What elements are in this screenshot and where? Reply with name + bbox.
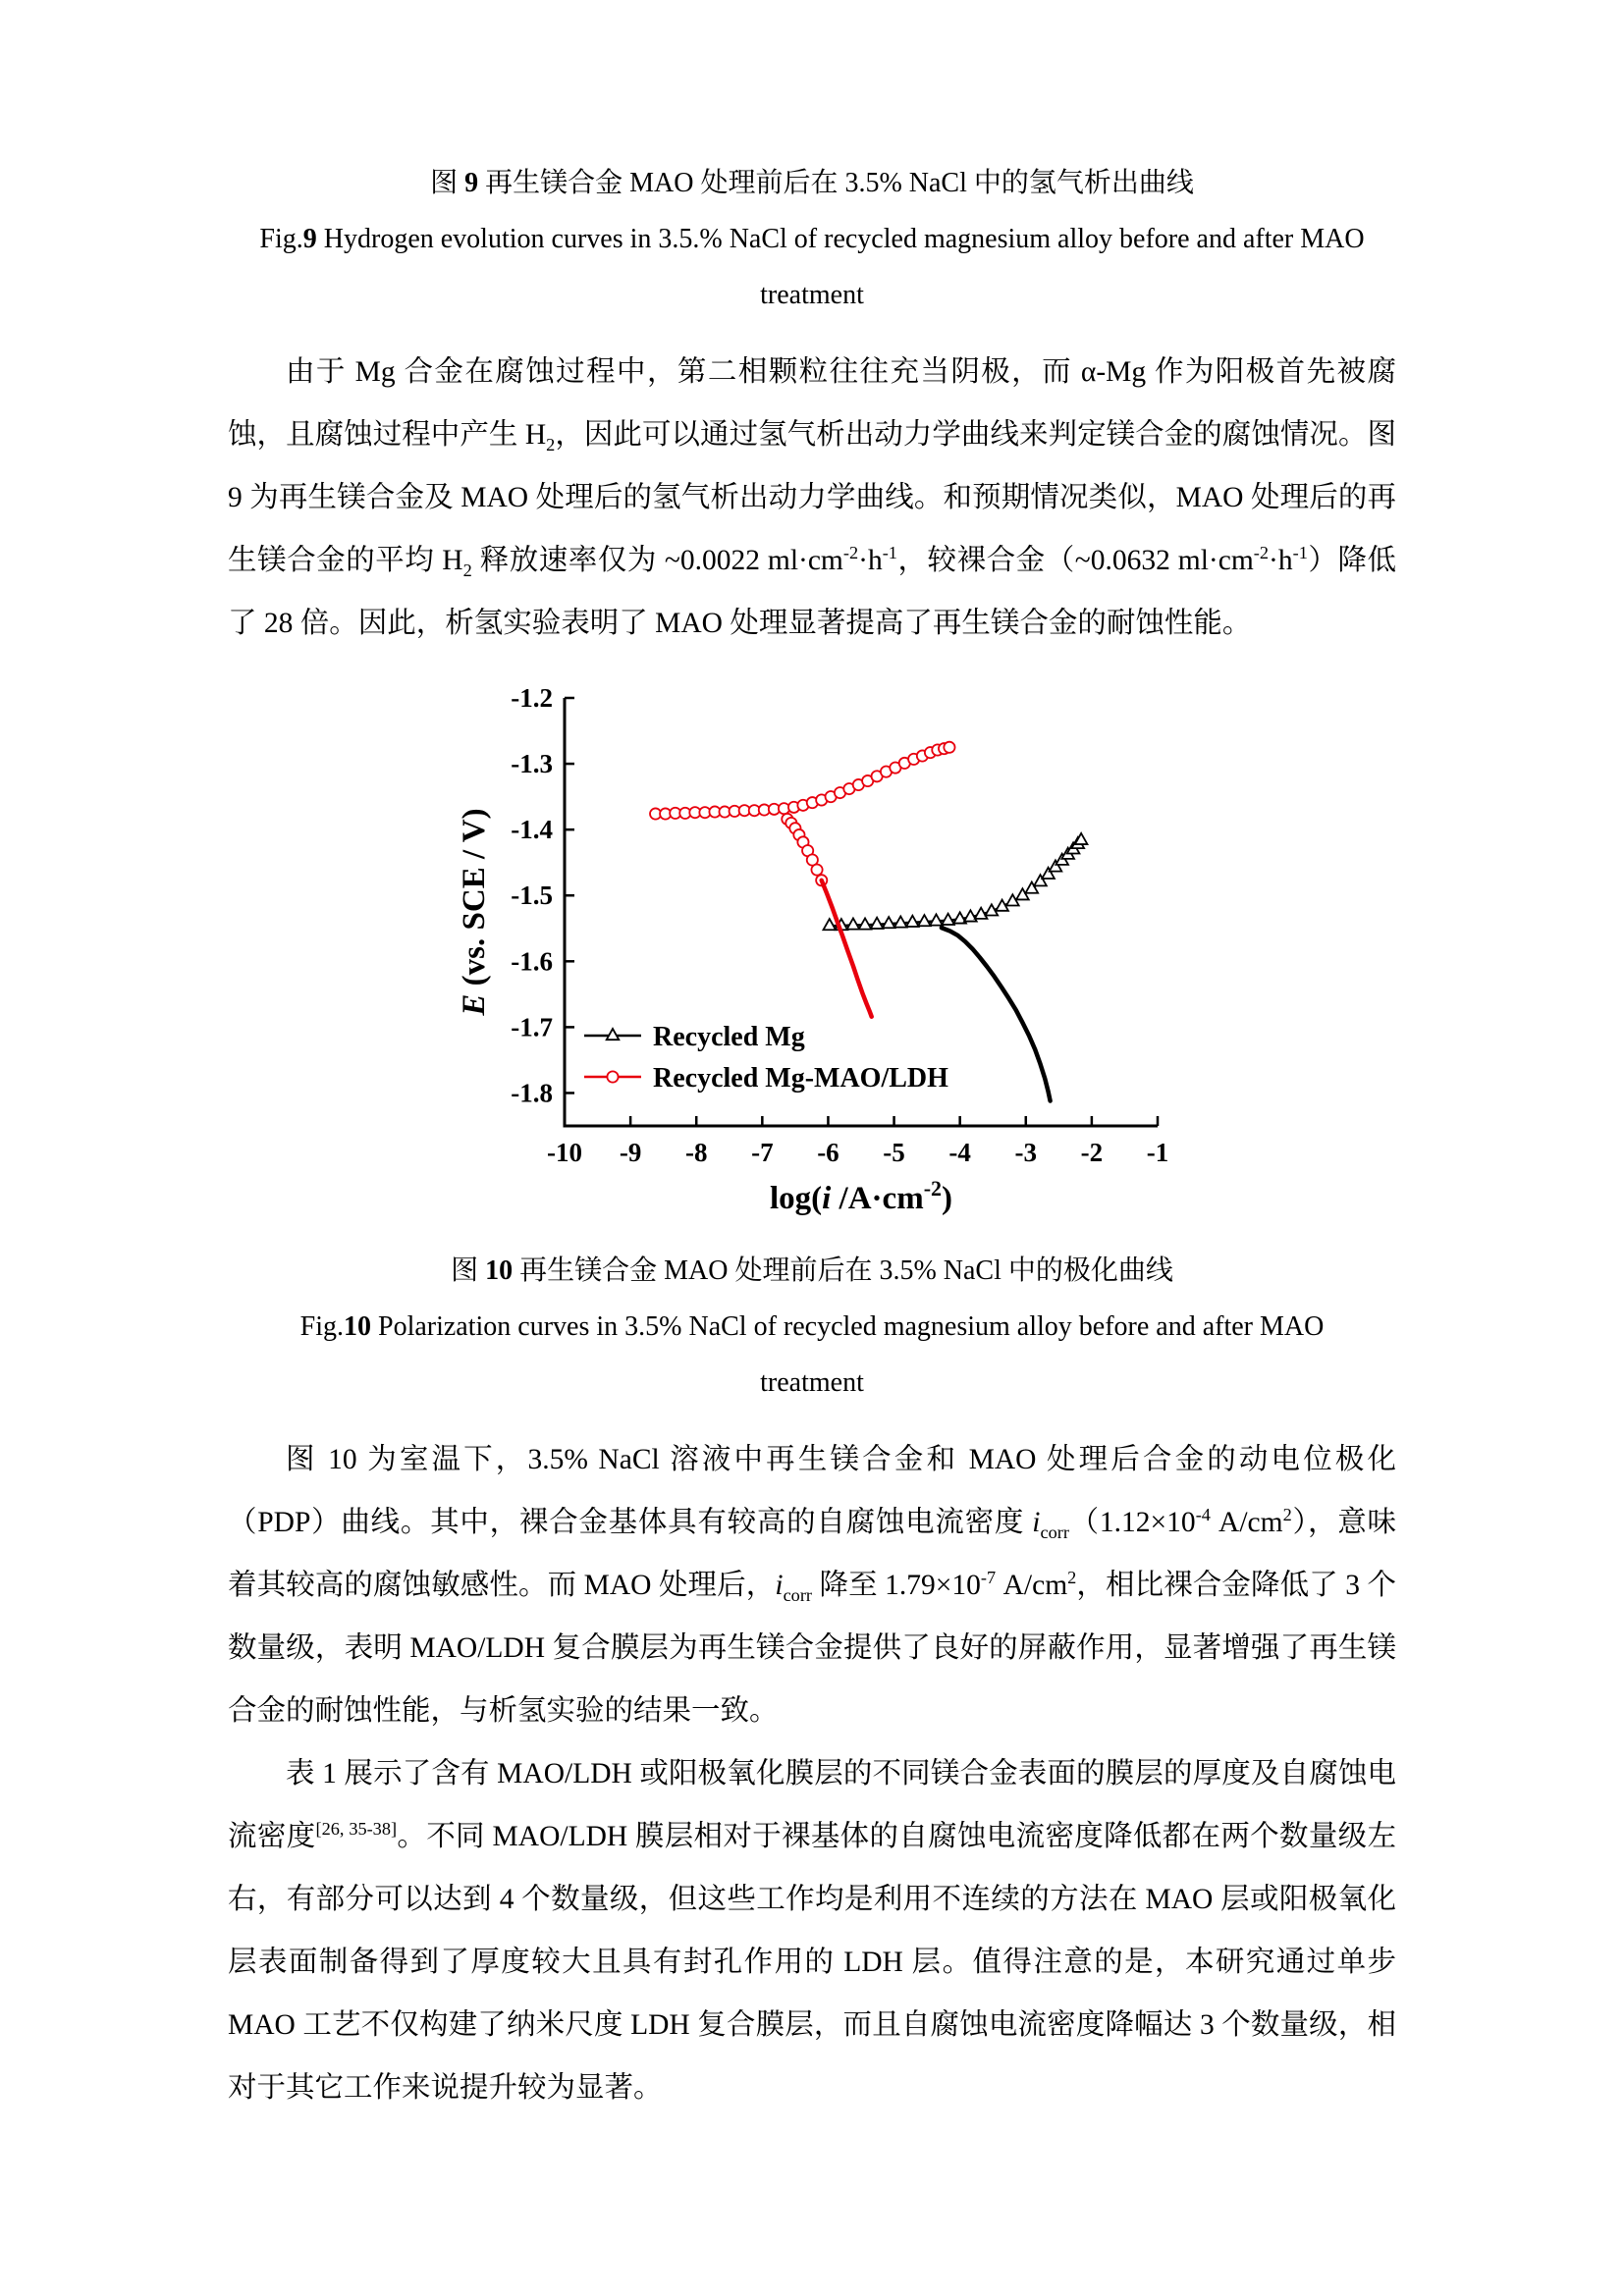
x-tick-label: -3 — [1014, 1138, 1038, 1167]
triangle-marker — [607, 1029, 620, 1040]
y-tick-label: -1.7 — [511, 1012, 553, 1042]
x-tick-label: -5 — [883, 1138, 905, 1167]
x-tick-label: -10 — [547, 1138, 582, 1167]
y-tick-label: -1.5 — [511, 881, 553, 911]
chart-axes — [565, 698, 1158, 1126]
x-tick-label: -9 — [619, 1138, 642, 1167]
figure10-caption-en: Fig.10 Polarization curves in 3.5% NaCl of recycled magnesium alloy before and after MAO — [299, 1311, 1325, 1342]
paragraph-hydrogen-evolution: 由于 Mg 合金在腐蚀过程中，第二相颗粒往往充当阴极，而 α-Mg 作为阳极首先被腐蚀，且腐蚀过程中产生 $H_2$，因此可以通过氢气析出动力学曲线来判定镁合金的腐蚀情况。图 9 为再生镁合金及 MAO 处理后的氢气析出动力学曲线。和预期情况类似，MAO 处理后的再生镁合金的平均 $H_2$ 释放速率仅为 ~0.0022 $ml\cdot cm^{-2}\cdot h^{-1}$，较裸合金（~0.0632 $ml\cdot cm^{-2}\cdot h^{-1}$）降低了 28 倍。因此，析氢实验表明了 MAO 处理显著提高了再生镁合金的耐蚀性能。 — [228, 356, 1396, 639]
figure9-caption-zh: 图 9 再生镁合金 MAO 处理前后在 3.5% NaCl 中的氢气析出曲线 — [430, 168, 1194, 198]
paragraph-pdp-discussion: 图 10 为室温下，3.5% NaCl 溶液中再生镁合金和 MAO 处理后合金的动电位极化（PDP）曲线。其中，裸合金基体具有较高的自腐蚀电流密度 $i_{corr}(1.12\times 10^{-4}$ $A/cm^2$），意味着其较高的腐蚀敏感性。而 MAO 处理后，$i_{corr}$ 降至 $1.79\times 10^{-7}$ $A/cm^2$，相比裸合金降低了 3 个数量级，表明 MAO/LDH 复合膜层为再生镁合金提供了良好的屏蔽作用，显著增强了再生镁合金的耐蚀性能，与析氢实验的结果一致。 — [228, 1444, 1396, 1727]
polarization-chart-svg — [449, 682, 1175, 1232]
triangle-marker — [847, 918, 860, 929]
y-tick-label: -1.6 — [511, 946, 553, 977]
chart-legend — [584, 1022, 948, 1094]
figure9-caption — [228, 155, 1396, 323]
x-tick-label: -2 — [1080, 1138, 1104, 1167]
figure10-caption — [228, 1243, 1396, 1411]
figure10-caption-zh: 图 10 再生镁合金 MAO 处理前后在 3.5% NaCl 中的极化曲线 — [451, 1255, 1173, 1286]
y-axis-label: E (vs. SCE / V) — [457, 808, 492, 1016]
figure9-caption-en-cont: treatment — [760, 280, 864, 310]
legend-label: Recycled Mg-MAO/LDH — [653, 1063, 948, 1094]
y-tick-label: -1.4 — [511, 815, 553, 845]
figure10-caption-en-cont: treatment — [760, 1367, 864, 1398]
y-tick-label: -1.8 — [511, 1078, 553, 1108]
x-tick-label: -1 — [1146, 1138, 1169, 1167]
triangle-marker — [823, 919, 836, 930]
x-tick-label: -6 — [817, 1138, 839, 1167]
series-recycled-mg — [823, 833, 1087, 1101]
x-tick-label: -8 — [684, 1138, 708, 1167]
circle-marker — [944, 742, 954, 753]
y-tick-label: -1.2 — [511, 683, 553, 713]
circle-marker — [811, 864, 822, 875]
circle-marker — [607, 1071, 618, 1082]
paragraph-table1-discussion: 表 1 展示了含有 MAO/LDH 或阳极氧化膜层的不同镁合金表面的膜层的厚度及自腐蚀电流密度[26, 35-38]。不同 MAO/LDH 膜层相对于裸基体的自腐蚀电流密度降低都在两个数量级左右，有部分可以达到 4 个数量级，但这些工作均是利用不连续的方法在 MAO 层或阳极氧化层表面制备得到了厚度较大且具有封孔作用的 LDH 层。值得注意的是，本研究通过单步 MAO 工艺不仅构建了纳米尺度 LDH 复合膜层，而且自腐蚀电流密度降幅达 3 个数量级，相对于其它工作来说提升较为显著。 — [228, 1758, 1396, 2104]
figure-10-polarization-chart — [228, 682, 1396, 1237]
figure9-caption-en: Fig.9 Hydrogen evolution curves in 3.5.% NaCl of recycled magnesium alloy before and after MAO — [259, 224, 1365, 254]
y-tick-label: -1.3 — [511, 749, 553, 779]
x-axis-label: log(i $/A\cdot cm^{-2}$) — [769, 1176, 953, 1216]
series-recycled-mg-mao-ldh — [650, 742, 955, 1017]
x-tick-label: -7 — [751, 1138, 774, 1167]
legend-label: Recycled Mg — [653, 1022, 805, 1052]
x-tick-label: -4 — [948, 1138, 971, 1167]
